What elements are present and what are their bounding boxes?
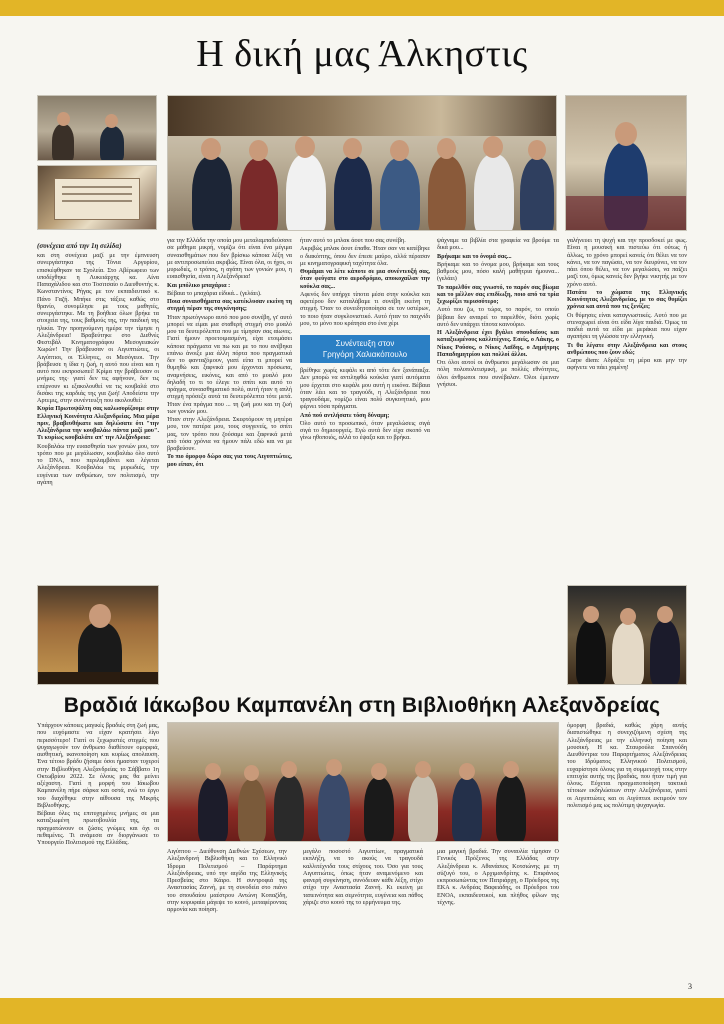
article-column-3-lower xyxy=(300,367,430,687)
article-column-5 xyxy=(567,237,687,582)
bottom-column-2 xyxy=(167,848,287,984)
article-column-2 xyxy=(167,237,292,687)
col3-para-2: Ακριβώς μπλακ άουτ έπαθα. Ήταν σαν να κατέβηκε ο διακόπτης, όπου δεν έπεσε μαύρο, αλλά πέρασαν με κινηματογραφική ταχύτητα όλα. xyxy=(300,245,430,267)
col1-para-2: Κουβαλάω την ευαισθησία των γονιών μου, τον τρόπο που με μεγάλωσαν, κουβαλάω όλο αυτό το DNA, που περιλαμβάνει και λέγεται Αλεξάνδρεια. Κουβαλάω τις μυρωδιές, την ευγένεια των ανθρώπων, τον πολιτισμό, την αγάπη xyxy=(37,442,159,486)
col5-question-2: Τι θα λέγατε στην Αλεξάνδρεια και στους ανθρώπους που ζουν εδώ; xyxy=(567,341,687,356)
col5-para-3: Carpe diem: Αδράξτε τη μέρα και μην την αφήνετε να πάει χαμένη! xyxy=(567,357,687,372)
photo-award-ceremony xyxy=(567,585,687,685)
col3-lower-para-1: βρέθηκε χωρίς κεφάλι κι από τότε δεν ξανάπαιξα. Δεν μπορώ να αντιληφθώ κούκλα γιατί αυτόματα μου έρχεται στο κεφάλι μου αυτή η εικόνα. Βέβαια όταν λέει και το τραγούδι, η Αλεξάνδρεια που τραγουδάμε, νομίζω είναι πολύ συγκινητικό, μου φέρνει τόσα πράγματα. xyxy=(300,367,430,411)
col4-question-3: Η Αλεξάνδρεια έχει βγάλει σπουδαίους και καταξιωμένους καλλιτέχνες. Εσείς, ο Λάκης, ο Νίκος Ρούσος, ο Νίκος Λαΐδης, ο Δημήτρης Παπαδημητρίου και πολλοί άλλοι. xyxy=(437,329,559,358)
continued-note: (συνέχεια από την 1η σελίδα) xyxy=(37,242,122,250)
col1-question-1: Κυρία Πρωτοψάλτη σας καλωσορίζουμε στην Ελληνική Κοινότητα Αλεξανδρείας. Μια μέρα πριν, βραβευθήκατε και δηλώσατε ότι "την Αλεξάνδρεια την κουβαλάω πάντα μαζί μου". Τι κυρίως κουβαλάτε απ' την Αλεξάνδρεια: xyxy=(37,405,159,442)
headline-kampanelis: Βραδιά Ιάκωβου Καμπανέλη στη Βιβλιοθήκη Αλεξανδρείας xyxy=(63,694,661,717)
callout-line-2: Γρηγόρη Χαλιακόπουλο xyxy=(322,350,408,359)
col4-para-4: Ότι όλοι αυτοί οι άνθρωποι μεγάλωσαν σε μια πόλη πολυπολιτισμική, με πολλές εθνότητες, όλοι άνθρωποι που συνέβαλαν. Όλοι έμειναν γνήσιοι. xyxy=(437,359,559,388)
col2-para-1: για την Ελλάδα την οποία μου μεταλαμπαδεύσανε σα μάθημα μικρή, νομίζω ότι είναι ένα μέγιμα συναισθημάτων που δεν βρίσκω κάποια λέξη να με αντιπροσωπεύει ακριβώς. Είναι όλα, οι ήχοι, οι μυρωδιές, ο τρόπος, η αγάπη των γονιών μου, η ευαισθησία, είναι η Αλεξάνδρεια! xyxy=(167,237,292,281)
page-number: 3 xyxy=(688,982,692,991)
col3-lower-para-2: Όλο αυτό το προσωπικό, όταν μεγαλώσεις σιγά σιγά το δημιουργείς. Εγώ αυτά δεν είχα σκοπό να γίνω ηθοποιός, αλλά το έψαξα και το βρήκα. xyxy=(300,419,430,442)
col2-question-2: Ποια συναισθήματα σας κατέκλυσαν εκείνη τη στιγμή πέραν της συγκίνησης; xyxy=(167,298,292,313)
col2-para-3: Ήταν πρωτόγνωρο αυτό που μου συνέβη, γι' αυτό μπορεί να είμαι μια σταθερή στιγμή στο μυαλό μου τα δευτερόλεπτα που με τίμησαν σας αίωνες. Γιατί ήμουν προετοιμασμένη, είχα ετοιμάσει κάποια πράγματα να πω και με το που ανέβηκα επάνω άνοιξε μια άλλη πόρτα που πραγματικά δεν το φανταζόμουν, γιατί είπα τι μπορεί να θυμηθώ και ξαφνικά μου έρχονται πρόσωπα, αναμνήσεις, εικόνες, και από το μυαλό μου δηλαδή το τι το έλεγε το σπίτι και αυτό το πράγμα, συναισθηματικό πολύ, αυτή ήταν η απλή στιγμή πρόσεξε αυτά τα δευτερόλεπτα τότε μετά. Ήταν ένα πράγμα που ... τη ζωή μου και τη ζωή των γονιών μου. xyxy=(167,313,292,415)
col5-para-1: γαλήνευει τη ψυχή και την προσδοκεί με φως. Είναι η μουσική και πιστεύω ότι ούτως ή άλλως, το χρόνο μπορεί κανείς ότι θέλει να τον κάνει, να τον παγώσει, να τον διευρύνει, να τον πάει όπου θέλει, να τον μεγαλώσει, να παίζει μαζί του, όμως κανείς δεν βγήκε νικητής με τον χρόνο αυτό. xyxy=(567,237,687,288)
photo-classroom-top xyxy=(37,95,157,161)
photo-award-stage xyxy=(37,585,159,685)
article-column-1 xyxy=(37,252,159,582)
photo-school-records xyxy=(37,165,157,230)
bottom-color-band xyxy=(0,998,724,1024)
col2-para-4: Ήταν στην Αλεξάνδρεια. Σκεφτόμουν τη μητέρα μου, τον πατέρα μου, τους συγγενείς, το σπίτι μας, τον τρόπο που ζούσαμε και ξαφνικά μετά από τόσα χρόνια να ήμουν πάλι εδώ και να με βραβεύουν. xyxy=(167,416,292,452)
article-column-4 xyxy=(437,237,559,687)
photo-concert-hall xyxy=(167,722,559,842)
bottom-col5-para-1: όμορφη βραδιά, καθώς χάρη αυτής διαπιστώθηκε η συνεχιζόμενη σχέση της Αλεξάνδρειας με την ελληνική ποίηση και μουσική. Η κα. Σταυρούλα Σπανούδη Διευθύντρια του Παραρτήματος Αλεξάνδρειας του Ιδρύματος Ελληνικού Πολιτισμού, ευχαρίστησε όλους για τη συμμετοχή τους στην επιτυχία αυτής της βραδιάς, που ήταν τιμή για όλους. Εύχεται πραγματοποίηση τακτικά τέτοιων εκδηλώσεων στην Αλεξάνδρεια, γιατί οι Αιγυπτιώτες και οι Αιγύπτιοι εκτιμούν τον πολιτισμό μας ως πολύτιμη ψυχαγωγία. xyxy=(567,722,687,809)
col3-para-1: ήταν αυτό το μπλακ άουτ που σας συνέβη. xyxy=(300,237,406,244)
col3-para-3: Αφενός δεν υπήρχε τίποτα μέσα στην κούκλα και αφετέρου δεν καταλάβαμε τι συνέβη εκείνη τη στιγμή. Όταν το συνειδητοποίησα σε τον υστέρων, το ποιο ήταν συγκλονιστικό. Αυτό ήταν το παιχνίδι μου, το μόνο που κράτησα στο ένα χέρι xyxy=(300,290,430,327)
bottom-col1-para-1: Υπάρχουν κάποιες μαγικές βραδιές στη ζωή μας, που ευχόμαστε να είχαν κρατήσει λίγο περισσότερο! Γιατί οι ξεχωριστές στιγμές που ψυχαγωγούν τον άνθρωπο διαθέτουν ομορφιά, αισθητική, ικανοποίηση και κυρίως απολαυση. Ένα τέτοιο βράδυ ζήσαμε όσοι ήμασταν τυχεροί στην Βιβλιοθήκη Αλεξανδρείας το Σάββατο 1η Οκτωβρίου 2022. Σε όλους μας θα μείνει αξέχαστη. Γιατί η μορφή του Ιάκωβου Καμπανέλη πήρε σάρκα και οστά, ενώ το έργο του διαχέθηκε στην αίθουσα της Μικρής Βιβλιοθήκης. xyxy=(37,722,159,809)
headline-alkistis: Η δική μας Άλκηστις xyxy=(196,33,528,75)
col5-question-1: Πατάτε το χώματα της Ελληνικής Κοινότητας Αλεξανδρείας, με το σας θυμίζει χρόνια και αυτά που τις ξενίζει; xyxy=(567,288,687,311)
bottom-column-4 xyxy=(437,848,559,984)
bottom-col4-para-1: μια μαγική βραδιά. Την συναυλία τίμησαν Ο Γενικός Πρόξενος της Ελλάδας στην Αλεξάνδρεια κ. Αθανάσιος Κοτσιώνης με τη σύζυγό του, ο Αρχιμανδρίτης κ. Επιφάνιος εκπροσωπώντας τον Πατριάρχη, ο Πρόεδρος της ΕΚΑ κ. Ανδρέας Βαφειάδης, οι Πρόεδροι του ΕΝΟΑ, εκπαιδευτικοί, και πλήθος φίλων της τέχνης. xyxy=(437,848,559,906)
interview-callout xyxy=(300,335,430,363)
photo-group-officials xyxy=(167,95,557,231)
top-color-band xyxy=(0,0,724,16)
callout-line-1: Συνέντευξη στον xyxy=(335,339,395,348)
col4-question-1: Βρήκαμε και το όνομά σας... xyxy=(437,252,512,260)
col2-question-1: Και μπόλικο μπαχάρια : xyxy=(167,281,231,289)
col3-lower-question-1: Από πού αντλήσατε τόση δύναμη; xyxy=(300,411,390,419)
col2-para-2: Βέβαια το μπαχάρια είδικά... (γελάει). xyxy=(167,289,262,297)
article-column-3 xyxy=(300,237,430,332)
bottom-col3-para-1: μεγάλο ποσοστό Αιγυπτίων, πραγματικά εκπλήξη, να το ακούς να τραγουδά καλλιτέχνιδα τους στίχους του. Όσο για τους Αιγυπτιώτες, όπως ήταν αναμενόμενο και φανερή συγκίνηση, συνόδευαν κάθε λέξη, στίχο στίχο την Αναστασία Ζαννή. Κι εκείνη με ταπεινότητα και σεμνότητα, ευγένεια και πάθος χάριζε στο κοινό της το ερμήνευμα της. xyxy=(303,848,423,906)
col4-para-3: Αυτό που ζω, το τώρα, το παρόν, το οποίο βέβαια δεν αναιρεί το παρελθόν, διότι χωρίς αυτό δεν υπάρχει τίποτα καινούριο. xyxy=(437,306,559,328)
bottom-col1-para-2: Βέβαια όλες τις επιτυχημένες μνήμες σε μια καταξιωμένη πρωτοβουλία της, τα πραγματώνουν οι ζώσες γνώμες και όχι οι πεθαμένες. Τι ανάμεσα αν διοργάνωσε το Υπουργείο Πολιτισμού της Ελλάδας. xyxy=(37,810,159,846)
col4-para-1: ψάχναμε τα βιβλία στα γραφεία να βρούμε τα δικά μου... xyxy=(437,237,559,252)
col3-question-1: Θυμάμαι να λέτε κάποτε σε μια συνέντευξή σας, όταν φεύγατε στο αεροδρόμιο, αποκοχαίλαν την κούκλα σας... xyxy=(300,268,430,290)
col2-question-3: Το πιο όμορφο δώρο σας για τους Αιγυπτιώτες, μου είπαν, ότι xyxy=(167,453,292,468)
bottom-column-1 xyxy=(37,722,159,984)
col5-para-2: Οι θύμησες είναι καταγνωστικές. Αυτό που με στεναχωρεί είναι ότι είδα λίγα παιδιά. Όμως τα παιδιά αυτά τα είδα με μεράκια που είχαν αγαπήσει τη γλώσσα την ελληνική. xyxy=(567,311,687,341)
col1-para-1: και στη συνέχεια μαζί με την έμπνευση συνεργάστηκα της Τόνια Αργυρίου, επισκέφθηκαν τα Σχολεία. Στο Αβέρωφειο των υποδέχθηκε η Λυκειάρχης κα. Αίνα Παπαχάλιδου και στο Τοσιτσαίο ο Διευθυντής κ. Κωνσταντίνος Ρήγας με τον εκπαιδευτικό κ. Πάνο Γαζή. Μπήκε στις τάξεις καθώς στο θρανίο, συνομίλησε με τους μαθητές, συνεργάστηκε. Με τη βοήθεια όλων βρήκε τα στοιχεία της, τους βαθμούς της, την παιδική της ηλικία. Την προηγούμενη ημέρα την τίμησε η Αλεξάνδρεια! Βραβεύτηκε στο Διεθνές Φεστιβάλ Κινηματογράφου Μεσογειακών Χωρών! Την βράβευσαν οι Αιγυπτιώτες, οι Αιγύπτιοι, οι Έλληνες, οι Μεσόγειοι. Την βράβευσε η ίδια η ζωή, η αυτό που είναι και η αυτό που εκπροσωπεί! Κρίμα την βράβευσαν οι μνήμες της· γιατί δεν τις αφήνουν, δεν τις επέρνουν κι εξακολουθεί να τις κουβαλά στο δισάκι της καρδιάς της για ζωή! Αποδείστε την Αρτεμις, στην συνέντευξη που ακολουθεί: xyxy=(37,252,159,404)
bottom-column-3 xyxy=(303,848,423,984)
bottom-col2-para-1: Αιγύπτου – Διεύθυνση Διεθνών Σχέσεων, την Αλεξανδρινή Βιβλιοθήκη και το Ελληνικό Ίδρυμα Πολιτισμού – Παράρτημα Αλεξάνδρειας, υπό την αιγίδα της Ελληνικής Πρεσβείας στο Κάιρο. Η συντροφιά της Αναστασίας Ζαννή, με τη συνοδεία στο πιάνο του σπουδαίου μαέστρου Αντώνη Κοπαζίδη, στην κορυφαία μάγεψε το κοινό, μεταφέροντας αρμονία και ποίηση. xyxy=(167,848,287,913)
photo-woman-school xyxy=(565,95,687,231)
col4-question-2: Το παρελθόν σας γνωστό, το παρόν σας βίωμα και το μέλλον σας επιδίωξη, ποιο από τα τρία ξεχωρίζει περισσότερο; xyxy=(437,283,559,305)
bottom-column-5 xyxy=(567,722,687,984)
col4-para-2: Βρήκαμε και το όνομα μου, βρήκαμε και τους βαθμούς μου, πόσο καλή μαθήτρια ήμουνα... (γελάει) xyxy=(437,260,559,283)
